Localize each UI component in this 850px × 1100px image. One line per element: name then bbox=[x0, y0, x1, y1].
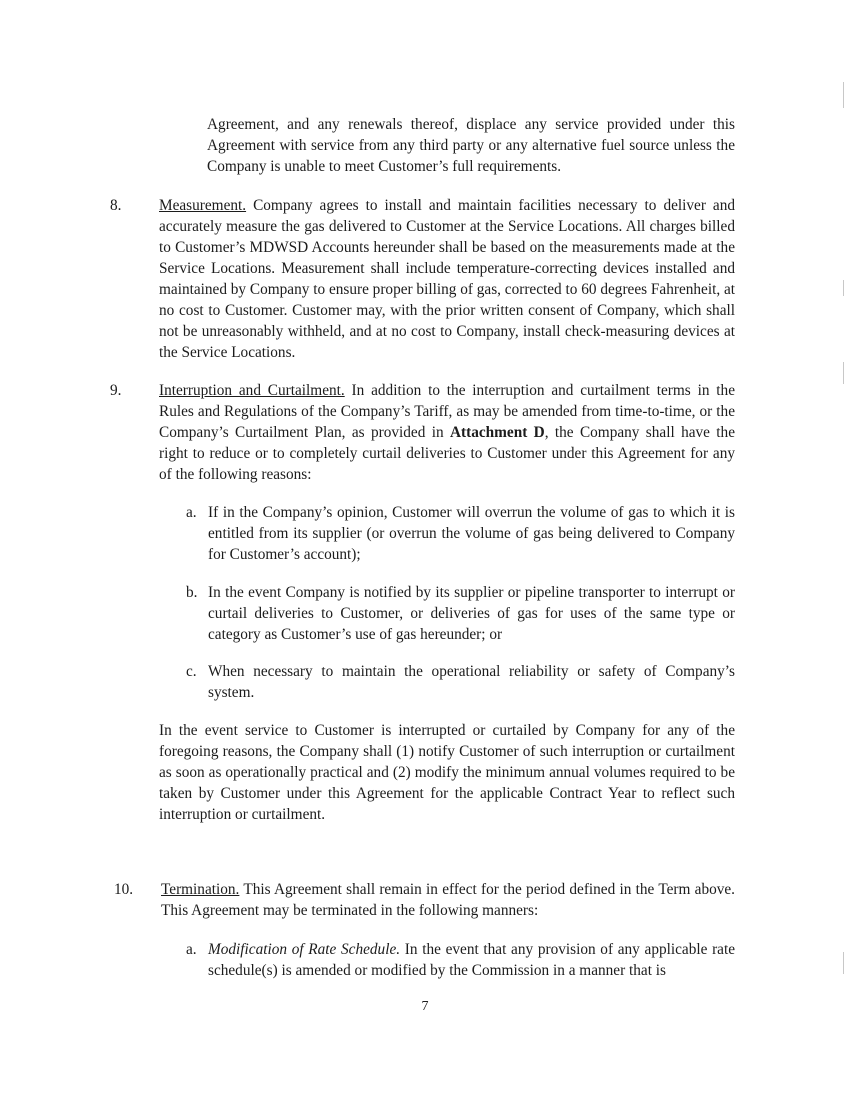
section-10-heading: Termination. bbox=[161, 881, 240, 898]
section-8-body: Company agrees to install and maintain facilities necessary to deliver and accurately measure the gas delivered to Customer at the Service Locations. All charges billed to Customer’s MDWSD Accounts hereunder shall be based on the measurements made at the Service Locations. Measurement shall include temperature-correcting devices installed and maintained by Company to ensure proper billing of gas, corrected to 60 degrees Fahrenheit, at no cost to Customer. Customer may, with the prior written consent of Company, which shall not be unreasonably withheld, and at no cost to Company, install check-measuring devices at the Service Locations. bbox=[159, 197, 736, 361]
item-text: If in the Company’s opinion, Customer will overrun the volume of gas to which it is entitled from its supplier (or overrun the volume of gas being delivered to Company for Customer’s account); bbox=[208, 504, 735, 563]
item-title: Modification of Rate Schedule. bbox=[208, 941, 401, 958]
item-text: In the event that any provision of any applicable rate schedule(s) is amended or modified by the Commission in a manner that is bbox=[208, 941, 735, 979]
section-8-heading: Measurement. bbox=[159, 197, 247, 214]
section-9-body-after: , the Company shall have the right to reduce or to completely curtail deliveries to Customer under this Agreement for any of the following reasons: bbox=[159, 424, 735, 483]
scan-edge-mark bbox=[843, 280, 844, 296]
page-number: 7 bbox=[421, 999, 429, 1014]
item-text: In the event Company is notified by its supplier or pipeline transporter to interrupt or curtail deliveries to Customer, or deliveries of gas for uses of the same type or category as Customer’s use of gas hereunder; or bbox=[208, 584, 735, 643]
item-label: b. bbox=[186, 584, 198, 601]
attachment-reference: Attachment D bbox=[449, 424, 545, 441]
item-label: a. bbox=[186, 941, 197, 958]
section-10-number: 10. bbox=[114, 881, 134, 898]
section-9-paragraph bbox=[159, 380, 735, 485]
section-10-body: This Agreement shall remain in effect for the period defined in the Term above. This Agreement may be terminated in the following manners: bbox=[161, 881, 735, 919]
item-label: a. bbox=[186, 504, 197, 521]
section-9-closing-paragraph bbox=[159, 720, 735, 825]
item-text: When necessary to maintain the operational reliability or safety of Company’s system. bbox=[208, 663, 735, 701]
scan-edge-mark bbox=[843, 952, 844, 974]
section-9-number: 9. bbox=[110, 382, 122, 399]
carryover-paragraph bbox=[207, 114, 735, 177]
scan-edge-mark bbox=[843, 362, 844, 384]
section-10-paragraph bbox=[161, 879, 735, 921]
section-9-heading: Interruption and Curtailment. bbox=[159, 382, 345, 399]
item-label: c. bbox=[186, 663, 197, 680]
scan-edge-mark bbox=[843, 82, 844, 108]
section-9-closing: In the event service to Customer is interrupted or curtailed by Company for any of the foregoing reasons, the Company shall (1) notify Customer of such interruption or curtailment as soon as operationally practical and (2) modify the minimum annual volumes required to be taken by Customer under this Agreement for the applicable Contract Year to reflect such interruption or curtailment. bbox=[159, 722, 735, 823]
carryover-text: Agreement, and any renewals thereof, displace any service provided under this Agreement with service from any third party or any alternative fuel source unless the Company is unable to meet Customer’s full requirements. bbox=[207, 116, 735, 175]
section-8-number: 8. bbox=[110, 197, 122, 214]
section-9-body-before: In addition to the interruption and curtailment terms in the Rules and Regulations of the Company’s Tariff, as may be amended from time-to-time, or the Company’s Curtailment Plan, as provided in bbox=[159, 382, 735, 441]
section-8-paragraph bbox=[159, 195, 735, 363]
